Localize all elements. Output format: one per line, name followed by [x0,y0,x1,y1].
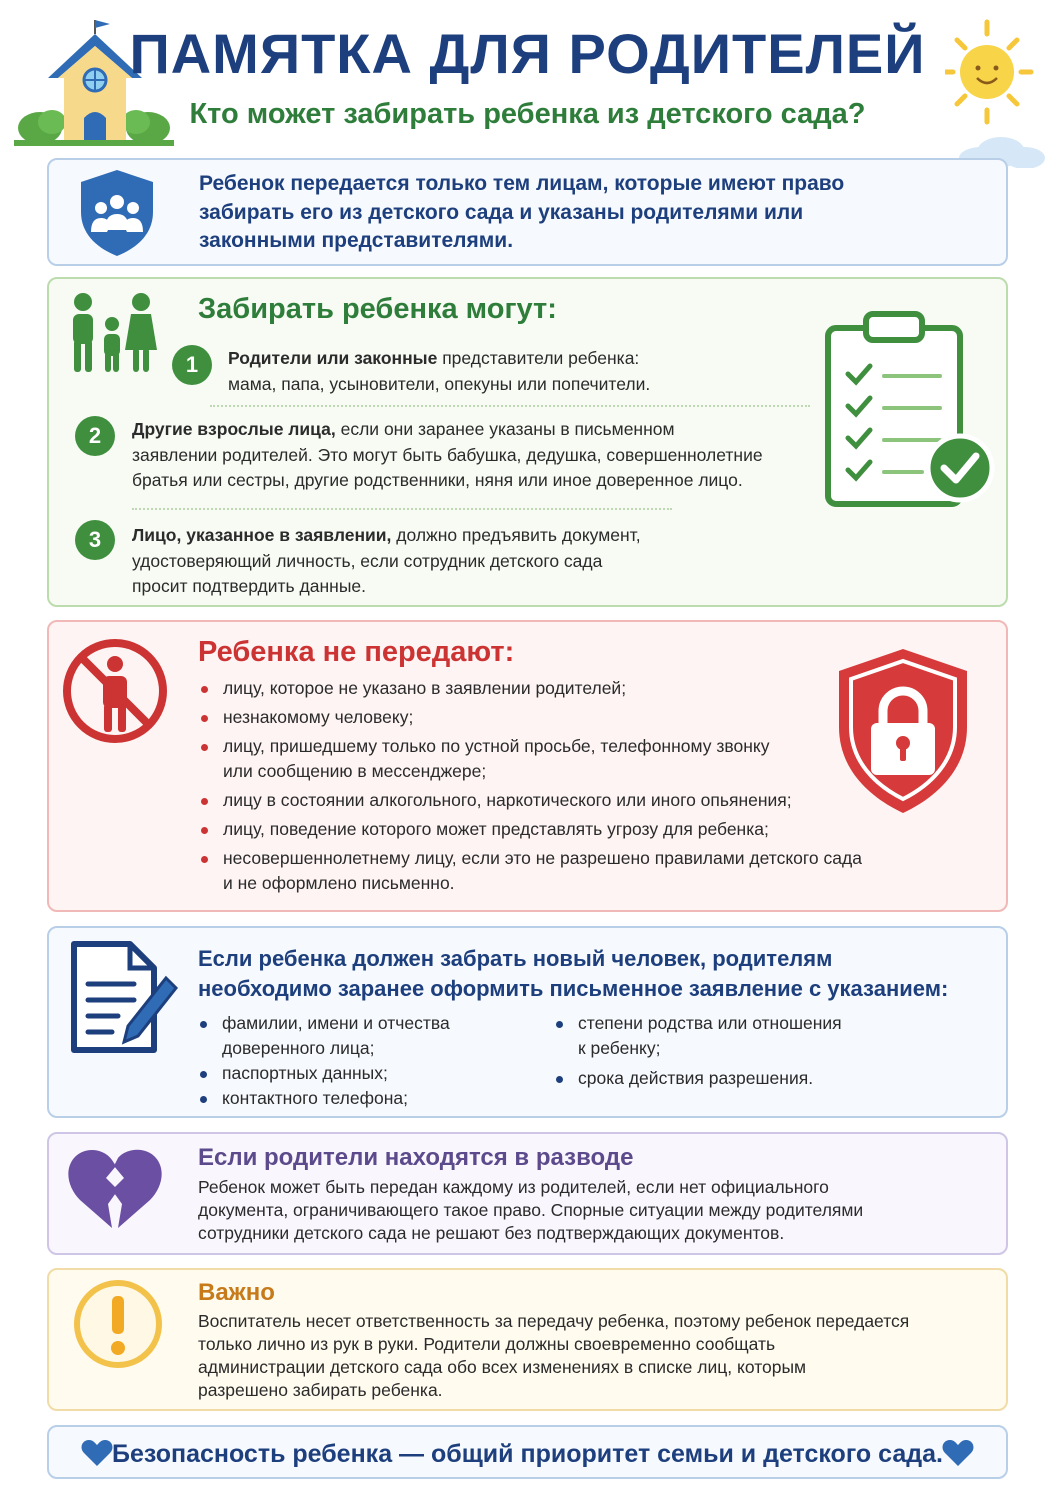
item-text: братья или сестры, другие родственники, няня или иное доверенное лицо. [132,470,743,490]
item-text: заявлении родителей. Это могут быть бабушка, дедушка, совершеннолетние [132,444,763,465]
list-item: лицу в состоянии алкогольного, наркотического или иного опьянения; [199,788,889,813]
item-text: просит подтвердить данные. [132,576,366,596]
item-text: мама, папа, усыновители, опекуны или попечители. [228,373,651,394]
item-bold-text: Родители или законные [228,348,438,368]
new-person-title [198,944,988,1004]
number-badge-1: 1 [172,345,212,385]
not-given-list [199,676,889,896]
list-item: доверенного лица; [222,1038,375,1058]
list-item: незнакомому человеку; [199,705,889,730]
family-shield-icon [77,168,157,258]
family-icon [65,292,161,374]
title-line: необходимо заранее оформить письменное заявление с указанием: [198,976,949,1001]
footer-text: Безопасность ребенка — общий приоритет семьи и детского сада. [112,1440,943,1468]
not-given-title: Ребенка не передают: [198,636,515,668]
page-title: ПАМЯТКА ДЛЯ РОДИТЕЛЕЙ [129,22,926,85]
exclamation-icon [72,1278,164,1370]
important-text [198,1310,988,1402]
list-item: лицу, поведение которого может представлять угрозу для ребенка; [199,817,889,842]
item-text: удостоверяющий личность, если сотрудник детского сада [132,550,603,571]
document-pen-icon [68,940,180,1056]
list-item: или сообщению в мессенджере; [223,761,487,781]
text-line: администрации детского сада обо всех изменениях в списке лиц, которым [198,1357,807,1377]
item-text: если они заранее указаны в письменном [335,419,675,439]
heart-icon [942,1439,974,1467]
list-item: и не оформлено письменно. [223,873,455,893]
footer-banner [47,1425,1008,1479]
item-bold-text: Лицо, указанное в заявлении, [132,525,392,545]
divider [210,405,810,407]
can-pick-title: Забирать ребенка могут: [198,293,557,325]
title-line: Если ребенка должен забрать новый человек, родителям [198,946,833,971]
divider [132,508,672,510]
text-line: разрешено забирать ребенка. [198,1380,443,1400]
list-item: лицу, пришедшему только по устной просьбе, телефонному звонку [199,734,889,759]
lock-shield-icon [833,645,973,817]
checklist-clipboard-icon [822,308,997,513]
broken-heart-icon [66,1146,162,1230]
list-item: лицу, которое не указано в заявлении родителей; [199,676,889,701]
page-subtitle: Кто может забирать ребенка из детского сада? [189,98,866,130]
list-item: к ребенку; [578,1038,661,1058]
list-item [132,523,812,600]
item-bold-text: Другие взрослые лица, [132,419,336,439]
number-badge-2: 2 [75,416,115,456]
divorce-title: Если родители находятся в разводе [198,1144,634,1171]
list-item: несовершеннолетнему лицу, если это не разрешено правилами детского сада [199,846,889,871]
number-badge-3: 3 [75,520,115,560]
text-line: Воспитатель несет ответственность за передачу ребенка, поэтому ребенок передается [198,1311,910,1331]
list-item: паспортных данных; [198,1061,528,1086]
text-line: сотрудники детского сада не решают без подтверждающих документов. [198,1223,785,1243]
sun-icon [945,18,1045,168]
list-item: срока действия разрешения. [554,1066,894,1091]
item-text: должно предъявить документ, [391,525,641,545]
list-item: фамилии, имени и отчества [198,1011,528,1036]
divorce-text [198,1176,988,1245]
list-item [132,417,812,494]
list-item: контактного телефона; [198,1086,528,1111]
list-item: степени родства или отношения [554,1011,894,1036]
list-item [228,346,788,397]
text-line: документа, ограничивающего такое право. Спорные ситуации между родителями [198,1200,864,1220]
new-person-list-right [554,1011,894,1091]
item-text: представители ребенка: [437,348,640,368]
intro-text: Ребенок передается только тем лицам, которые имеют право забирать его из детского сада и указаны родителями или законными представителями. [199,172,845,252]
text-line: Ребенок может быть передан каждому из родителей, если нет официального [198,1177,829,1197]
text-line: только лично из рук в руки. Родители должны своевременно сообщать [198,1334,776,1354]
no-person-icon [60,636,170,746]
important-title: Важно [198,1279,275,1306]
new-person-list-left [198,1011,528,1111]
